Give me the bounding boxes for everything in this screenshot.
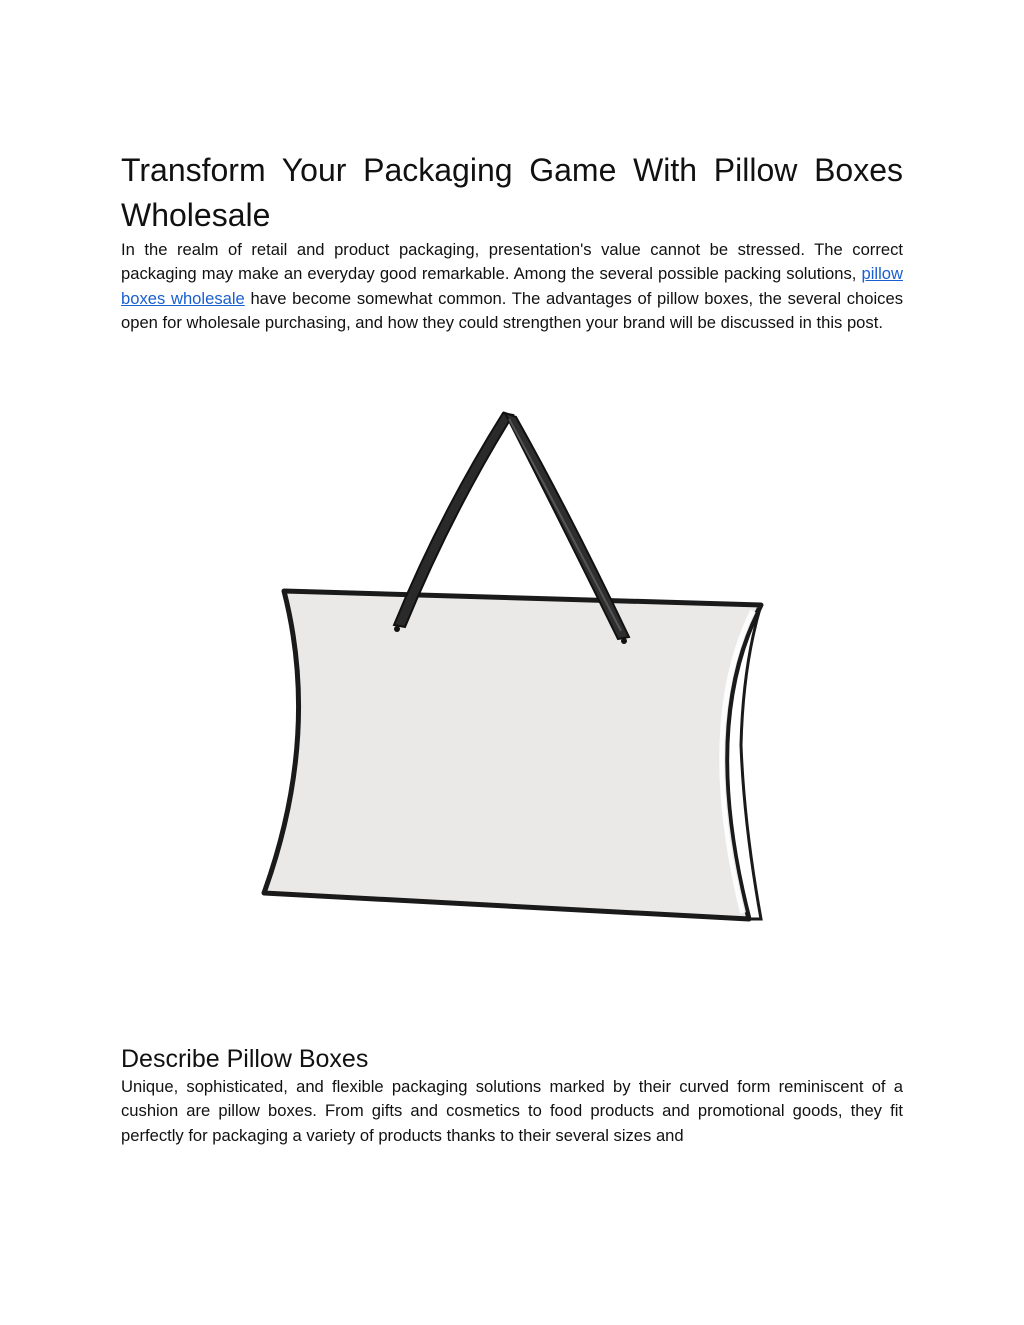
article-title: Transform Your Packaging Game With Pillow Boxes Wholesale [121,152,903,233]
section-paragraph: Unique, sophisticated, and flexible packaging solutions marked by their curved form reminiscent of a cushion are pillow boxes. From gifts and cosmetics to food products and promotional goods, they fit perfectly for packaging a variety of products thanks to their several sizes and [121,1077,903,1145]
intro-text-before-link: In the realm of retail and product packaging, presentation's value cannot be stressed. The correct packaging may make an everyday good remarkable. Among the several possible packing solutions, [121,240,903,284]
pillow-box-illustration [121,405,903,945]
handle-hole-left [394,626,400,632]
handle-hole-right [621,638,627,644]
pillow-boxes-wholesale-link[interactable]: pillow boxes wholesale [121,264,903,308]
section-heading: Describe Pillow Boxes [121,1045,369,1074]
pillow-box-image [121,405,903,945]
document-page [121,148,903,1148]
intro-text-after-link: have become somewhat common. The advantages of pillow boxes, the several choices open for wholesale purchasing, and how they could strengthen your brand will be discussed in this post. [121,288,904,332]
box-front-face [264,591,761,919]
intro-paragraph [121,238,903,335]
